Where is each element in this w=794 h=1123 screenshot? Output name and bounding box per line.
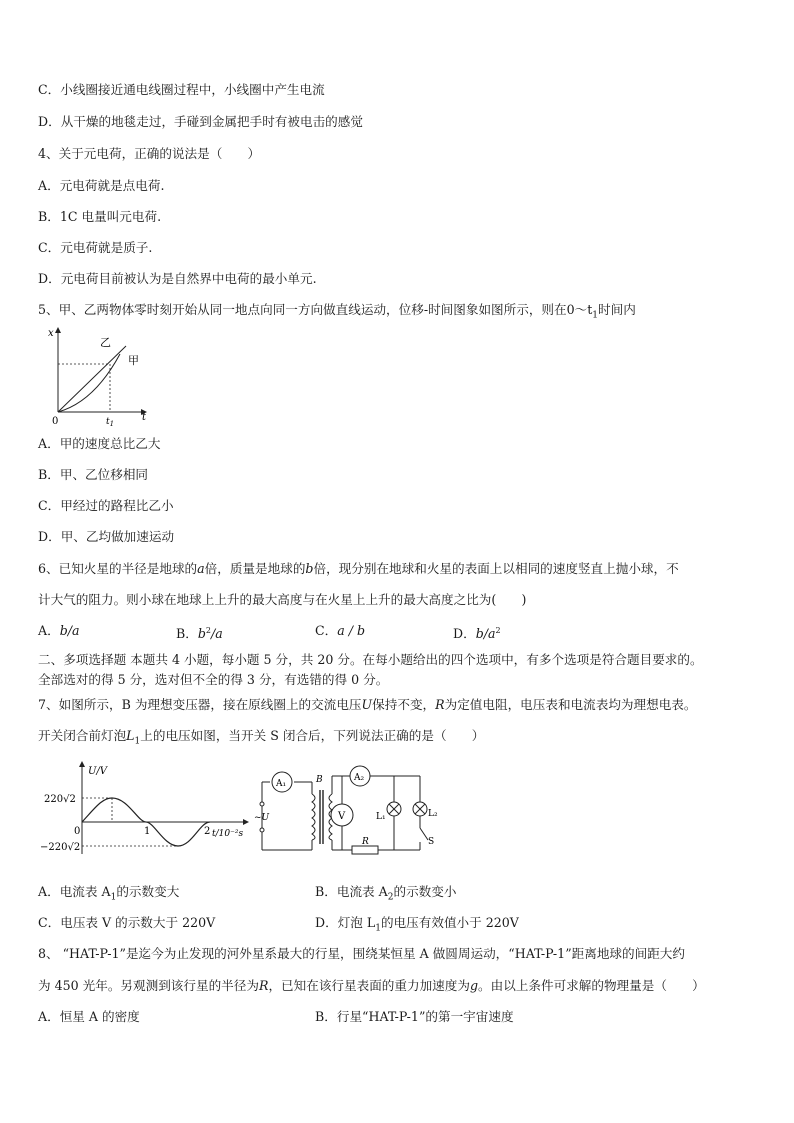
q7-option-a: A．电流表 $A_1$的示数变大 — [38, 884, 180, 903]
q6-stem-line2: 计大气的阻力。则小球在地球上上升的最大高度与在火星上上升的最大高度之比为( ) — [38, 592, 527, 607]
q7-label-l1: L₁ — [376, 812, 386, 822]
q5-y-label: x — [48, 328, 54, 339]
resistor-icon — [352, 846, 378, 854]
q7-label-v: V — [338, 811, 346, 822]
q7-label-b: B — [316, 775, 323, 785]
q7-option-b: B．电流表 $A_2$的示数变小 — [315, 884, 457, 903]
q7-label-r: R — [362, 837, 369, 847]
q7-label-u: ~U — [254, 813, 270, 823]
q7-option-d: D．灯泡 $L_1$的电压有效值小于 220V — [315, 915, 519, 934]
q5-x-label: t — [142, 412, 147, 423]
q4-option-a: A．元电荷就是点电荷. — [38, 178, 165, 193]
section2-heading-line2: 全部选对的得 5 分，选对但不全的得 3 分，有选错的得 0 分。 — [38, 672, 389, 687]
q5-tick-t1: $t_1$ — [106, 417, 115, 428]
q5-option-d: D．甲、乙均做加速运动 — [38, 529, 175, 544]
q5-label-yi: 乙 — [100, 336, 111, 349]
q5-label-jia: 甲 — [128, 354, 139, 367]
q7-y-label: U/V — [88, 766, 108, 777]
q3-option-c: C．小线圈接近通电线圈过程中，小线圈中产生电流 — [38, 82, 325, 97]
q7-tick-1: 1 — [144, 826, 151, 837]
q6-option-d: D．$b/a^2$ — [453, 626, 501, 642]
q7-label-a2: A₂ — [354, 773, 365, 783]
q5-origin: 0 — [52, 416, 59, 427]
q7-peak-neg: −220√2 — [40, 842, 81, 853]
q6-option-c: C．a / b — [315, 623, 366, 638]
q5-position-time-graph — [44, 324, 156, 430]
q4-option-c: C．元电荷就是质子. — [38, 240, 153, 255]
q3-option-d: D．从干燥的地毯走过，手碰到金属把手时有被电击的感觉 — [38, 114, 363, 129]
q7-circuit-diagram — [252, 764, 442, 862]
q6-option-b: B．$b^2/a$ — [176, 626, 223, 642]
q6-option-a: A．b/a — [38, 623, 80, 638]
q7-label-a1: A₁ — [276, 779, 287, 789]
q7-x-label: t/10⁻²s — [212, 829, 244, 839]
q5-line-jia — [58, 346, 126, 412]
q4-option-b: B．1C 电量叫元电荷. — [38, 209, 162, 224]
q7-peak-pos: 220√2 — [44, 794, 76, 805]
q4-stem: 4、关于元电荷，正确的说法是（ ） — [38, 146, 261, 161]
q7-stem-line1: 7、如图所示，B 为理想变压器，接在原线圈上的交流电压U保持不变，R为定值电阻，电压表和电流表均为理想电表。 — [38, 697, 697, 712]
q5-option-b: B．甲、乙位移相同 — [38, 467, 149, 482]
q8-option-a: A．恒星 A 的密度 — [38, 1009, 140, 1024]
q5-option-c: C．甲经过的路程比乙小 — [38, 498, 174, 513]
q7-stem-line2: 开关闭合前灯泡$L_1$上的电压如图，当开关 S 闭合后，下列说法正确的是（ ） — [38, 728, 485, 747]
q8-stem-line2: 为 450 光年。另观测到该行星的半径为R，已知在该行星表面的重力加速度为g。由以上条件可求解的物理量是（ ） — [38, 978, 705, 993]
q7-option-c: C．电压表 V 的示数大于 220V — [38, 915, 216, 930]
q7-voltage-graph — [40, 760, 250, 860]
q5-stem: 5、甲、乙两物体零时刻开始从同一地点向同一方向做直线运动，位移-时间图象如图所示，则在$0\sim t_1$时间内 — [38, 302, 636, 321]
q6-stem-line1: 6、已知火星的半径是地球的a倍，质量是地球的b倍，现分别在地球和火星的表面上以相同的速度竖直上抛小球，不 — [38, 561, 679, 576]
q5-option-a: A．甲的速度总比乙大 — [38, 436, 161, 451]
section2-heading-line1: 二、多项选择题 本题共 4 小题，每小题 5 分，共 20 分。在每小题给出的四个选项中，有多个选项是符合题目要求的。 — [38, 652, 703, 667]
q7-label-s: S — [428, 837, 435, 847]
q7-tick-2: 2 — [204, 826, 211, 837]
q7-label-l2: L₂ — [428, 809, 438, 819]
q4-option-d: D．元电荷目前被认为是自然界中电荷的最小单元. — [38, 271, 317, 286]
q7-origin: 0 — [74, 826, 81, 837]
q8-stem-line1: 8、 “HAT-P-1”是迄今为止发现的河外星系最大的行星，围绕某恒星 A 做圆周运动，“HAT-P-1”距离地球的间距大约 — [38, 946, 685, 961]
q8-option-b: B．行星“HAT-P-1”的第一宇宙速度 — [315, 1009, 514, 1024]
